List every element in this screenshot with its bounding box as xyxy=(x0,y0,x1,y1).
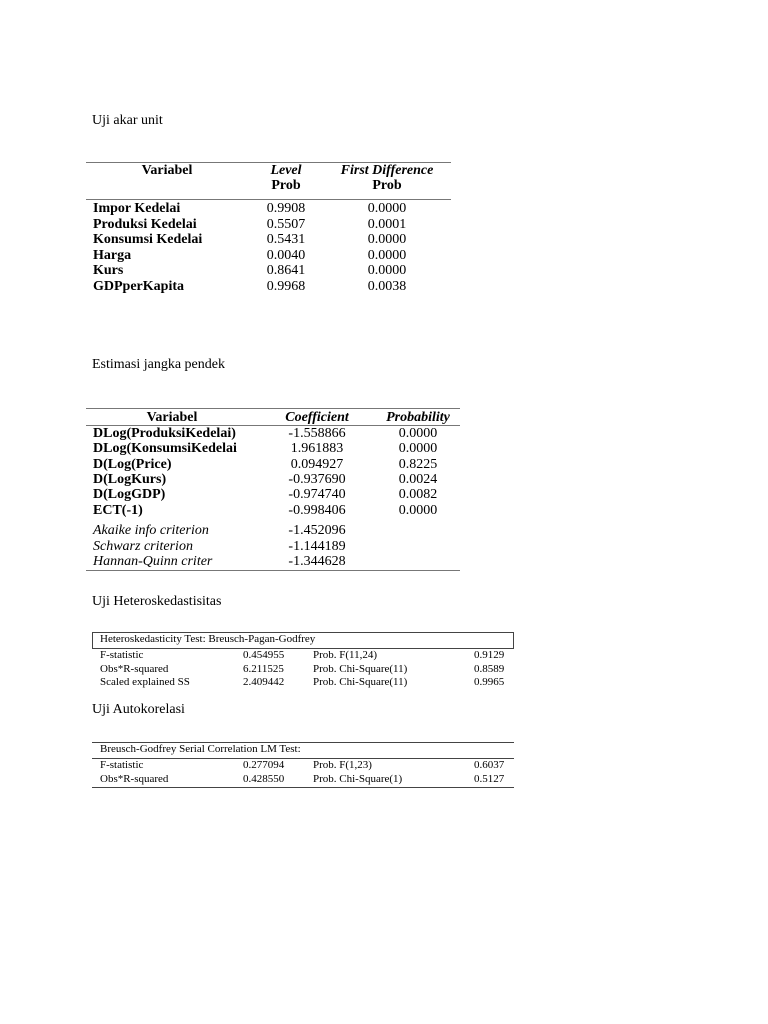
statistic-name: F-statistic xyxy=(100,759,144,771)
variable-name: Produksi Kedelai xyxy=(93,216,197,232)
prob-diff-value: 0.0000 xyxy=(367,201,407,216)
test-name: Prob. Chi-Square(11) xyxy=(313,662,408,675)
prob-level-value: 0.8641 xyxy=(266,263,306,278)
statistic-value: 0.277094 xyxy=(243,759,285,771)
probability-value: 0.0000 xyxy=(398,441,438,457)
table-title: Breusch-Godfrey Serial Correlation LM Test: xyxy=(100,743,301,755)
coefficient-value: -0.974740 xyxy=(288,487,346,503)
variable-name: Impor Kedelai xyxy=(93,201,181,216)
header-rule xyxy=(86,199,451,200)
p-value: 0.8589 xyxy=(474,662,505,675)
header-prob-diff: Prob xyxy=(372,178,402,193)
variable-name: DLog(ProduksiKedelai) xyxy=(93,426,236,441)
header-variable: Variabel xyxy=(146,410,198,425)
criterion-name: Akaike info criterion xyxy=(93,523,209,538)
test-name: Prob. Chi-Square(11) xyxy=(313,676,408,688)
title-rule xyxy=(92,758,514,759)
p-value: 0.6037 xyxy=(474,759,505,771)
prob-level-value: 0.5507 xyxy=(266,216,306,232)
probability-value: 0.0024 xyxy=(398,471,438,487)
variable-name: Konsumsi Kedelai xyxy=(93,232,203,247)
probability-value: 0.0082 xyxy=(398,487,438,503)
test-name: Prob. F(1,23) xyxy=(313,759,372,771)
prob-diff-value: 0.0038 xyxy=(367,278,407,294)
p-value: 0.9129 xyxy=(474,649,505,661)
coefficient-value: -0.998406 xyxy=(288,502,346,518)
statistic-value: 0.454955 xyxy=(243,649,285,661)
statistic-value: 2.409442 xyxy=(243,676,285,688)
heading-short-run: Estimasi jangka pendek xyxy=(92,357,225,372)
header-probability: Probability xyxy=(386,410,450,425)
heading-autocorrelation: Uji Autokorelasi xyxy=(92,702,185,717)
variable-name: D(Log(Price) xyxy=(93,456,172,472)
statistic-name: Scaled explained SS xyxy=(100,676,190,688)
p-value: 0.9965 xyxy=(474,676,505,688)
criterion-name: Schwarz criterion xyxy=(93,538,193,554)
prob-diff-value: 0.0000 xyxy=(367,232,407,247)
statistic-value: 6.211525 xyxy=(243,662,284,675)
test-name: Prob. Chi-Square(1) xyxy=(313,772,403,785)
title-rule xyxy=(92,648,514,649)
table-title: Heteroskedasticity Test: Breusch-Pagan-Godfrey xyxy=(100,633,316,645)
probability-value: 0.0000 xyxy=(398,426,438,441)
coefficient-value: 0.094927 xyxy=(290,456,344,472)
p-value: 0.5127 xyxy=(474,772,505,785)
variable-name: Kurs xyxy=(93,263,124,278)
statistic-name: Obs*R-squared xyxy=(100,772,169,785)
prob-level-value: 0.0040 xyxy=(266,247,306,263)
prob-diff-value: 0.0000 xyxy=(367,263,407,278)
header-first-difference: First Difference xyxy=(340,163,434,178)
variable-name: DLog(KonsumsiKedelai xyxy=(93,441,237,457)
criterion-name: Hannan-Quinn criter xyxy=(93,554,213,570)
table-bottom-rule xyxy=(92,787,514,788)
header-level: Level xyxy=(270,163,302,178)
probability-value: 0.8225 xyxy=(398,456,438,472)
variable-name: ECT(-1) xyxy=(93,502,143,518)
prob-level-value: 0.5431 xyxy=(266,232,306,247)
prob-diff-value: 0.0000 xyxy=(367,247,407,263)
variable-name: Harga xyxy=(93,247,132,263)
test-name: Prob. F(11,24) xyxy=(313,649,378,661)
statistic-name: Obs*R-squared xyxy=(100,662,169,675)
coefficient-value: 1.961883 xyxy=(290,441,344,457)
criterion-value: -1.452096 xyxy=(288,523,346,538)
variable-name: GDPperKapita xyxy=(93,278,184,294)
header-prob-level: Prob xyxy=(271,178,301,193)
header-coefficient: Coefficient xyxy=(285,410,349,425)
heading-unit-root: Uji akar unit xyxy=(92,113,163,128)
probability-value: 0.0000 xyxy=(398,502,438,518)
statistic-value: 0.428550 xyxy=(243,772,285,785)
header-variable: Variabel xyxy=(141,163,193,178)
table-top-rule xyxy=(86,408,460,409)
variable-name: D(LogKurs) xyxy=(93,471,167,487)
prob-diff-value: 0.0001 xyxy=(367,216,407,232)
statistic-name: F-statistic xyxy=(100,649,144,661)
coefficient-value: -0.937690 xyxy=(288,471,346,487)
prob-level-value: 0.9908 xyxy=(266,201,306,216)
coefficient-value: -1.558866 xyxy=(288,426,346,441)
prob-level-value: 0.9968 xyxy=(266,278,306,294)
variable-name: D(LogGDP) xyxy=(93,487,166,503)
table-bottom-rule xyxy=(86,570,460,571)
criterion-value: -1.144189 xyxy=(288,538,346,554)
heading-heteroskedasticity: Uji Heteroskedastisitas xyxy=(92,594,222,609)
criterion-value: -1.344628 xyxy=(288,554,346,570)
